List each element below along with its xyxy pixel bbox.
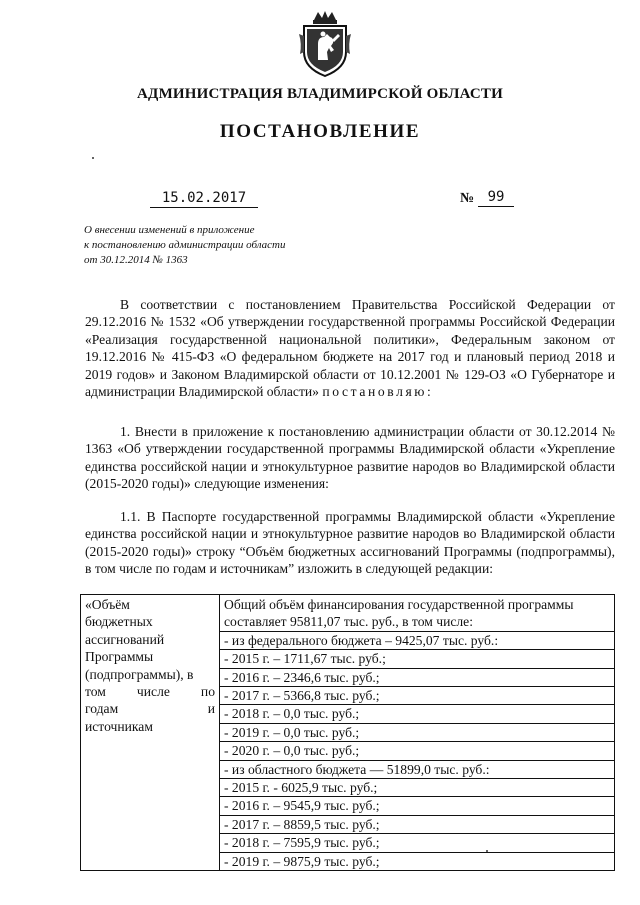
number-label: № — [460, 191, 475, 206]
clause-1-1-paragraph: 1.1. В Паспорте государственной программы Владимирской области «Укрепление единства российской нации и этнокультурное развитие народов во Владимирской области (2015-2020 годы)» строку “Объём бюджетных ассигнований Программы (подпрограммы), в том числе по годам и источникам” изложить в следующей редакции: — [85, 509, 615, 577]
decree-word: постановляю: — [322, 384, 434, 400]
financing-line: - 2018 г. – 0,0 тыс. руб.; — [220, 704, 614, 722]
subject-line: от 30.12.2014 № 1363 — [84, 254, 188, 266]
financing-line: Общий объём финансирования государственной программы — [224, 597, 574, 612]
label-line: источникам — [85, 718, 153, 734]
clause-1-paragraph: 1. Внести в приложение к постановлению администрации области от 30.12.2014 № 1363 «Об утверждении государственной программы Владимирской области «Укрепление единства российской нации и этнокультурное развитие народов во Владимирской области (2015-2020 годы)» следующие изменения: — [85, 424, 615, 492]
financing-line: - 2017 г. – 5366,8 тыс. руб.; — [220, 686, 614, 704]
label-line: бюджетных — [85, 614, 153, 630]
preamble-text: В соответствии с постановлением Правительства Российской Федерации от 29.12.2016 № 1532 «Об утверждении государственной программы Российской Федерации «Реализация государственной национальной политики», Федеральным законом от 19.12.2016 № 415-ФЗ «О федеральном бюджете на 2017 год и плановый период 2018 и 2019 годов» и Законом Владимирской области от 10.12.2001 № 129-ОЗ «О Губернаторе и администрации Владимирской области» — [85, 297, 615, 400]
document-type: ПОСТАНОВЛЕНИЕ — [219, 121, 421, 142]
financing-line: - из федерального бюджета – 9425,07 тыс. руб.: — [220, 631, 614, 649]
document-date: 15.02.2017 — [150, 190, 258, 208]
financing-line: - 2019 г. – 0,0 тыс. руб.; — [220, 723, 614, 741]
label-line: ассигнований — [85, 631, 165, 647]
label-line: том числе по — [85, 684, 215, 700]
table-row — [81, 595, 615, 871]
financing-line: - 2017 г. – 8859,5 тыс. руб.; — [220, 815, 614, 833]
financing-line: - 2015 г. – 1711,67 тыс. руб.; — [220, 649, 614, 667]
document-number: 99 — [478, 189, 514, 207]
row-label-cell — [81, 595, 220, 871]
scan-speck — [92, 157, 94, 159]
financing-table — [80, 594, 615, 871]
financing-line: составляет 95811,07 тыс. руб., в том числе: — [224, 614, 473, 630]
label-line: (подпрограммы), в — [85, 666, 194, 682]
scan-speck — [486, 850, 488, 852]
financing-line: - 2016 г. – 2346,6 тыс. руб.; — [220, 668, 614, 686]
label-line: «Объём — [85, 597, 130, 612]
subject-line: к постановлению администрации области — [84, 239, 286, 251]
subject-line: О внесении изменений в приложение — [84, 224, 255, 236]
financing-line: - из областного бюджета — 51899,0 тыс. руб.: — [220, 760, 614, 778]
financing-details-cell — [220, 595, 615, 871]
label-line: годам и — [85, 701, 215, 717]
financing-line: - 2019 г. – 9875,9 тыс. руб.; — [220, 852, 614, 870]
financing-line: - 2020 г. – 0,0 тыс. руб.; — [220, 741, 614, 759]
financing-line: - 2015 г. - 6025,9 тыс. руб.; — [220, 778, 614, 796]
coat-of-arms-icon — [296, 10, 354, 78]
financing-line: - 2018 г. – 7595,9 тыс. руб.; — [220, 833, 614, 851]
preamble-paragraph — [85, 296, 615, 400]
organization-name: АДМИНИСТРАЦИЯ ВЛАДИМИРСКОЙ ОБЛАСТИ — [137, 86, 503, 102]
label-line: Программы — [85, 649, 154, 665]
financing-line: - 2016 г. – 9545,9 тыс. руб.; — [220, 796, 614, 814]
document-subject — [84, 223, 286, 268]
